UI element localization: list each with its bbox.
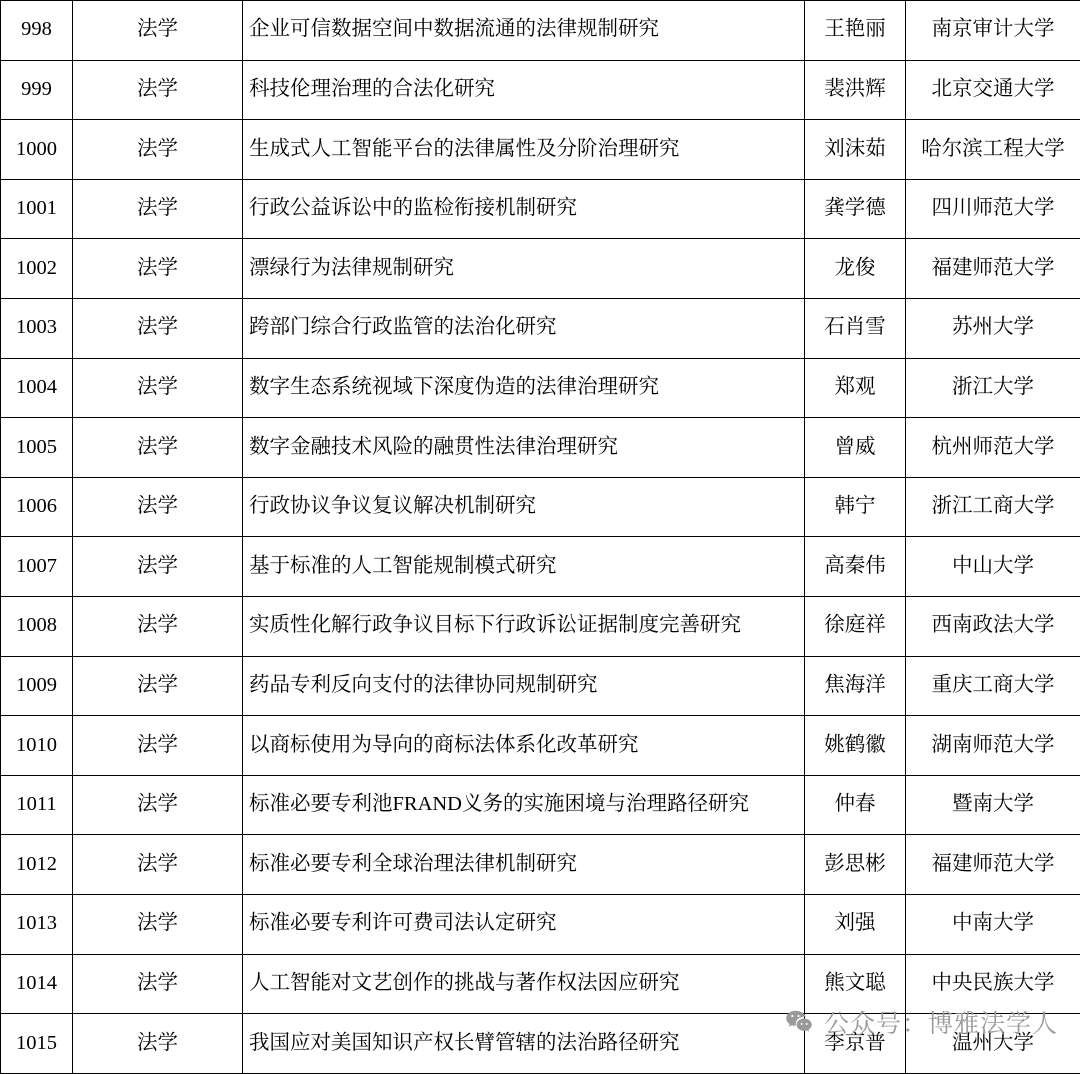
cell-author: 徐庭祥 — [805, 596, 906, 656]
cell-id: 1005 — [1, 418, 73, 478]
table-row — [1, 716, 1080, 776]
cell-id: 1003 — [1, 298, 73, 358]
cell-title: 跨部门综合行政监管的法治化研究 — [243, 298, 805, 358]
cell-id: 1015 — [1, 1014, 73, 1074]
cell-author: 熊文聪 — [805, 954, 906, 1014]
cell-discipline: 法学 — [73, 954, 243, 1014]
table-row — [1, 418, 1080, 478]
cell-author: 姚鹤徽 — [805, 716, 906, 776]
table-row — [1, 1, 1080, 61]
cell-organization: 浙江大学 — [906, 358, 1080, 418]
cell-organization: 苏州大学 — [906, 298, 1080, 358]
cell-title: 数字生态系统视域下深度伪造的法律治理研究 — [243, 358, 805, 418]
cell-discipline: 法学 — [73, 656, 243, 716]
cell-title: 数字金融技术风险的融贯性法律治理研究 — [243, 418, 805, 478]
table-row — [1, 179, 1080, 239]
cell-id: 999 — [1, 60, 73, 120]
watermark-text: 公众号：博雅法学人 — [824, 1004, 1058, 1040]
cell-author: 龚学德 — [805, 179, 906, 239]
cell-organization: 重庆工商大学 — [906, 656, 1080, 716]
cell-id: 1013 — [1, 894, 73, 954]
table-row — [1, 358, 1080, 418]
cell-title: 标准必要专利池FRAND义务的实施困境与治理路径研究 — [243, 775, 805, 835]
cell-organization: 中山大学 — [906, 537, 1080, 597]
cell-title: 企业可信数据空间中数据流通的法律规制研究 — [243, 1, 805, 61]
cell-author: 韩宁 — [805, 477, 906, 537]
cell-discipline: 法学 — [73, 1, 243, 61]
cell-title: 科技伦理治理的合法化研究 — [243, 60, 805, 120]
table-row — [1, 1014, 1080, 1074]
cell-title: 生成式人工智能平台的法律属性及分阶治理研究 — [243, 120, 805, 180]
cell-id: 1006 — [1, 477, 73, 537]
table-row — [1, 954, 1080, 1014]
cell-discipline: 法学 — [73, 596, 243, 656]
cell-discipline: 法学 — [73, 716, 243, 776]
cell-organization: 北京交通大学 — [906, 60, 1080, 120]
cell-organization: 湖南师范大学 — [906, 716, 1080, 776]
cell-discipline: 法学 — [73, 418, 243, 478]
table-row — [1, 239, 1080, 299]
table-row — [1, 537, 1080, 597]
cell-author: 裴洪辉 — [805, 60, 906, 120]
cell-organization: 福建师范大学 — [906, 239, 1080, 299]
cell-id: 1002 — [1, 239, 73, 299]
cell-title: 以商标使用为导向的商标法体系化改革研究 — [243, 716, 805, 776]
cell-title: 行政协议争议复议解决机制研究 — [243, 477, 805, 537]
cell-organization: 哈尔滨工程大学 — [906, 120, 1080, 180]
cell-id: 1009 — [1, 656, 73, 716]
cell-id: 998 — [1, 1, 73, 61]
table-row — [1, 298, 1080, 358]
cell-organization: 四川师范大学 — [906, 179, 1080, 239]
cell-title: 我国应对美国知识产权长臂管辖的法治路径研究 — [243, 1014, 805, 1074]
cell-organization: 浙江工商大学 — [906, 477, 1080, 537]
cell-author: 郑观 — [805, 358, 906, 418]
cell-title: 标准必要专利全球治理法律机制研究 — [243, 835, 805, 895]
cell-id: 1000 — [1, 120, 73, 180]
cell-author: 李京普 — [805, 1014, 906, 1074]
cell-id: 1007 — [1, 537, 73, 597]
cell-organization: 福建师范大学 — [906, 835, 1080, 895]
cell-id: 1004 — [1, 358, 73, 418]
cell-organization: 中央民族大学 — [906, 954, 1080, 1014]
cell-discipline: 法学 — [73, 120, 243, 180]
cell-author: 石肖雪 — [805, 298, 906, 358]
cell-discipline: 法学 — [73, 775, 243, 835]
cell-organization: 暨南大学 — [906, 775, 1080, 835]
cell-organization: 南京审计大学 — [906, 1, 1080, 61]
cell-title: 实质性化解行政争议目标下行政诉讼证据制度完善研究 — [243, 596, 805, 656]
cell-title: 行政公益诉讼中的监检衔接机制研究 — [243, 179, 805, 239]
cell-discipline: 法学 — [73, 239, 243, 299]
cell-id: 1008 — [1, 596, 73, 656]
cell-organization: 中南大学 — [906, 894, 1080, 954]
cell-id: 1014 — [1, 954, 73, 1014]
table-row — [1, 835, 1080, 895]
table-row — [1, 477, 1080, 537]
cell-id: 1010 — [1, 716, 73, 776]
table-row — [1, 596, 1080, 656]
cell-organization: 温州大学 — [906, 1014, 1080, 1074]
cell-author: 焦海洋 — [805, 656, 906, 716]
cell-discipline: 法学 — [73, 60, 243, 120]
cell-author: 曾威 — [805, 418, 906, 478]
cell-author: 高秦伟 — [805, 537, 906, 597]
cell-author: 仲春 — [805, 775, 906, 835]
cell-title: 人工智能对文艺创作的挑战与著作权法因应研究 — [243, 954, 805, 1014]
cell-title: 药品专利反向支付的法律协同规制研究 — [243, 656, 805, 716]
cell-author: 龙俊 — [805, 239, 906, 299]
cell-title: 漂绿行为法律规制研究 — [243, 239, 805, 299]
cell-discipline: 法学 — [73, 1014, 243, 1074]
cell-discipline: 法学 — [73, 358, 243, 418]
cell-discipline: 法学 — [73, 894, 243, 954]
cell-id: 1001 — [1, 179, 73, 239]
cell-discipline: 法学 — [73, 477, 243, 537]
table-row — [1, 775, 1080, 835]
cell-organization: 西南政法大学 — [906, 596, 1080, 656]
cell-discipline: 法学 — [73, 298, 243, 358]
cell-discipline: 法学 — [73, 537, 243, 597]
table-row — [1, 656, 1080, 716]
cell-title: 标准必要专利许可费司法认定研究 — [243, 894, 805, 954]
cell-organization: 杭州师范大学 — [906, 418, 1080, 478]
cell-discipline: 法学 — [73, 835, 243, 895]
cell-author: 刘沫茹 — [805, 120, 906, 180]
cell-author: 彭思彬 — [805, 835, 906, 895]
cell-author: 王艳丽 — [805, 1, 906, 61]
cell-id: 1011 — [1, 775, 73, 835]
table-row — [1, 120, 1080, 180]
cell-author: 刘强 — [805, 894, 906, 954]
cell-id: 1012 — [1, 835, 73, 895]
table-row — [1, 60, 1080, 120]
cell-discipline: 法学 — [73, 179, 243, 239]
table-row — [1, 894, 1080, 954]
cell-title: 基于标准的人工智能规制模式研究 — [243, 537, 805, 597]
